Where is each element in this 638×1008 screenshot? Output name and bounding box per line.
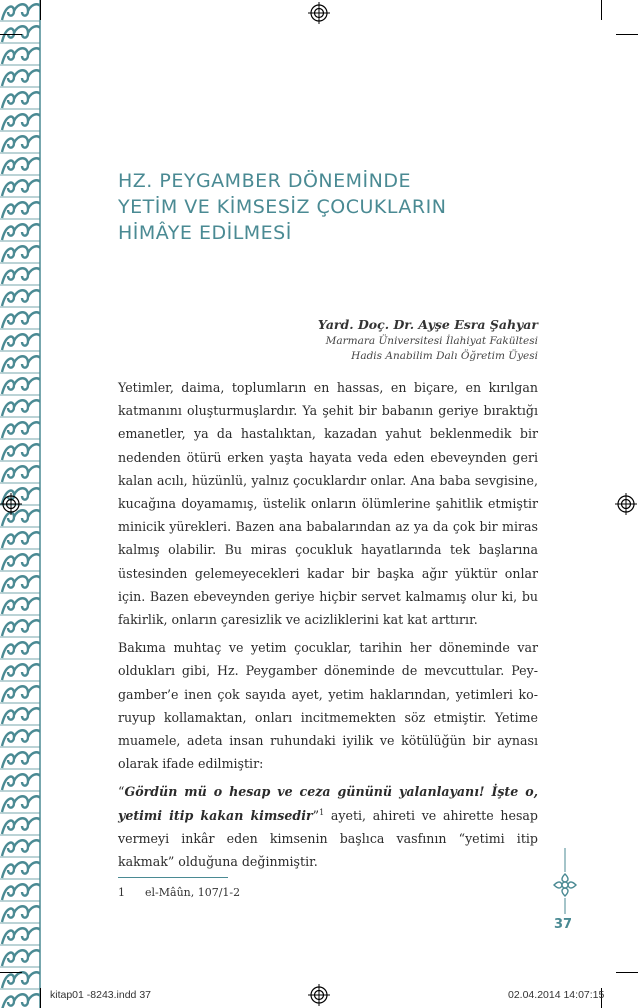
registration-mark-icon	[0, 493, 22, 515]
footnote-divider	[118, 877, 228, 878]
quran-quote: Gördün mü o hesap ve ceza gününü yalanlayanı! İşte o, yetimi itip kakan kimsedir	[118, 784, 538, 823]
author-block	[318, 316, 538, 364]
article-body	[118, 376, 538, 878]
footnote-number: 1	[118, 886, 125, 899]
paragraph-3	[118, 780, 538, 873]
footnote-reference[interactable]: 1	[319, 807, 325, 817]
slug-filename: kitap01 -8243.indd 37	[50, 989, 151, 1001]
registration-mark-icon	[615, 493, 637, 515]
crop-mark-icon	[40, 988, 41, 1008]
footnote	[118, 886, 240, 899]
author-department: Hadis Anabilim Dalı Öğretim Üyesi	[351, 350, 538, 362]
title-line-1: HZ. PEYGAMBER DÖNEMİNDE	[118, 170, 411, 192]
quote-open-mark: “	[118, 784, 125, 800]
crop-mark-icon	[0, 34, 22, 35]
author-name: Yard. Doç. Dr. Ayşe Esra Şahyar	[317, 317, 538, 332]
paragraph-1: Yetimler, daima, toplumların en hassas, en biçare, en kırılgan katmanını oluşturmuşlardır. Ya şehit bir babanın geriye bıraktığı emanetler, ya da hastalıktan, kazadan yahut beklenmedik bir nedenden ötürü erken yaşta hayata veda eden ebeveynden geri kalan acılı, hüzünlü, yalnız çocuklardır onlar. Ana baba sevgisine, kucağına doyamamış, üstelik onların ölümlerine şahitlik etmiştir minicik yürekleri. Bazen ana babalarından az ya da çok bir miras kalmış olabilir. Bu miras çocukluk hayatlarında tek başlarına üstesinden gelemeyecekleri kadar bir başka ağır yüktür onlar için. Bazen ebeveynden geriye hiçbir servet kalmamış olur ki, bu fakirlik, onların çaresizlik ve acizliklerini kat kat arttırır.	[118, 380, 538, 628]
paragraph-2: Bakıma muhtaç ve yetim çocuklar, tarihin her döneminde var oldukları gibi, Hz. Peygamber döneminde de mevcuttular. Peygamber’e inen çok sayıda ayet, yetim haklarından, yetimleri koruyup kollamaktan, onları incitmemekten söz etmiştir. Yetime muamele, adeta insan ruhundaki iyilik ve kötülüğün bir aynası olarak ifade edilmiştir:	[118, 640, 538, 772]
crop-mark-icon	[0, 972, 22, 973]
author-faculty: Marmara Üniversitesi İlahiyat Fakültesi	[325, 335, 538, 347]
page-number: 37	[554, 917, 573, 932]
article-title	[118, 168, 538, 246]
quote-close-mark: ”	[312, 807, 320, 823]
crop-mark-icon	[616, 972, 638, 973]
title-line-2: YETİM VE KİMSESİZ ÇOCUKLARIN	[118, 196, 447, 218]
paragraph-3-rest: ayeti, ahireti ve ahirette hesap vermeyi inkâr eden kimsenin başlıca vasfının “yetimi itip kakmak” olduğuna değinmiştir.	[118, 807, 538, 870]
footnote-text: el-Mâûn, 107/1-2	[145, 886, 241, 899]
crop-mark-icon	[40, 0, 41, 20]
slug-timestamp: 02.04.2014 14:07:15	[508, 989, 605, 1001]
crop-mark-icon	[616, 34, 638, 35]
crop-mark-icon	[601, 0, 602, 20]
floral-ornament-icon	[553, 848, 577, 914]
registration-mark-icon	[308, 2, 330, 24]
registration-mark-icon	[308, 984, 330, 1006]
title-line-3: HİMÂYE EDİLMESİ	[118, 222, 292, 244]
